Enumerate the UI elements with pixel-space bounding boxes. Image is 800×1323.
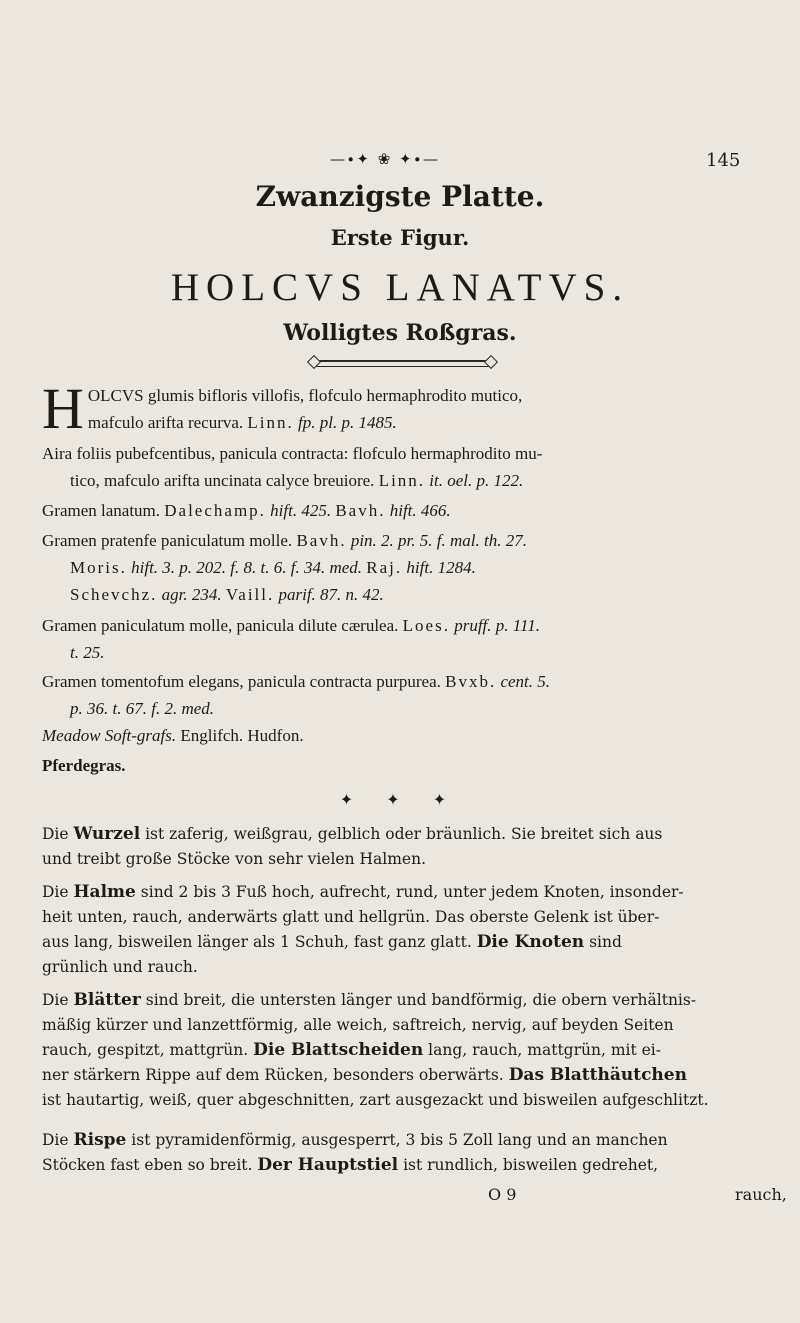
term-blattscheiden: Die Blattscheiden — [253, 1040, 424, 1060]
synonym-2 — [42, 440, 762, 494]
term-halme: Halme — [73, 882, 136, 902]
synonym-8 — [42, 752, 762, 779]
description-line: grünlich und rauch. — [42, 958, 198, 976]
term-knoten: Die Knoten — [476, 932, 585, 952]
synonym-line: Gramen pratenfe paniculatum molle. Bavh. pin. 2. pr. 5. f. mal. th. 27. — [42, 531, 527, 550]
term-blaetter: Blätter — [73, 990, 141, 1010]
synonym-line: mafculo arifta recurva. Linn. fp. pl. p. 1485. — [87, 413, 397, 432]
synonym-1 — [42, 376, 762, 441]
description-line: Die Blätter sind breit, die untersten länger und bandförmig, die obern verhältnis- — [42, 990, 697, 1010]
synonym-line: t. 25. — [70, 643, 105, 662]
synonym-line: Gramen tomentofum elegans, panicula contracta purpurea. Bvxb. cent. 5. — [42, 672, 551, 691]
description-line: Stöcken fast eben so breit. Der Hauptstiel ist rundlich, bisweilen gedrehet, — [42, 1155, 659, 1175]
synonym-line: Meadow Soft-grafs. Englifch. Hudfon. — [42, 726, 304, 745]
decorative-rule — [315, 360, 490, 367]
blank-top-margin — [0, 0, 800, 150]
term-blatthaeutchen: Das Blatthäutchen — [508, 1065, 687, 1085]
figure-label: Erste Figur. — [330, 225, 470, 250]
synonym-6 — [42, 668, 762, 722]
synonym-line: OLCVS glumis bifloris villofis, flofculo hermaphrodito mutico, — [87, 386, 523, 405]
synonym-line: tico, mafculo arifta uncinata calyce breuiore. Linn. it. oel. p. 122. — [70, 471, 524, 490]
catchword: rauch, — [735, 1185, 787, 1204]
description-line: ner stärkern Rippe auf dem Rücken, besonders oberwärts. Das Blatthäutchen — [42, 1065, 687, 1085]
synonym-line: Moris. hift. 3. p. 202. f. 8. t. 6. f. 34. med. Raj. hift. 1284. — [70, 558, 476, 577]
header-ornament: —∙✦ ❀ ✦∙— — [330, 150, 440, 168]
latin-species-name: HOLCVS LANATVS. — [170, 266, 630, 309]
synonym-line: Gramen paniculatum molle, panicula dilute cærulea. Loes. pruff. p. 111. — [42, 616, 540, 635]
synonym-line: Pferdegras. — [42, 756, 126, 775]
term-wurzel: Wurzel — [73, 824, 141, 844]
drop-cap: H — [42, 376, 84, 441]
description-line: Die Wurzel ist zaferig, weißgrau, gelblich oder bräunlich. Sie breitet sich aus — [42, 824, 663, 844]
plate-title: Zwanzigste Platte. — [255, 180, 545, 213]
description-line: rauch, gespitzt, mattgrün. Die Blattscheiden lang, rauch, mattgrün, mit ei- — [42, 1040, 662, 1060]
signature-mark: O 9 — [488, 1185, 517, 1204]
description-line: heit unten, rauch, anderwärts glatt und hellgrün. Das oberste Gelenk ist über- — [42, 908, 660, 926]
synonym-line: Schevchz. agr. 234. Vaill. parif. 87. n. 42. — [70, 585, 384, 604]
term-rispe: Rispe — [73, 1130, 127, 1150]
synonym-4 — [42, 527, 762, 608]
description-line: Die Rispe ist pyramidenförmig, ausgesperrt, 3 bis 5 Zoll lang und an manchen — [42, 1130, 668, 1150]
synonym-7 — [42, 722, 762, 749]
description-halme — [42, 880, 766, 980]
description-line: und treibt große Stöcke von sehr vielen Halmen. — [42, 850, 426, 868]
synonym-line: p. 36. t. 67. f. 2. med. — [70, 699, 215, 718]
section-separator: ✦ ✦ ✦ — [339, 790, 461, 809]
synonym-line: Aira foliis pubefcentibus, panicula contracta: flofculo hermaphrodito mu- — [42, 444, 543, 463]
synonym-5 — [42, 612, 762, 666]
description-line: Die Halme sind 2 bis 3 Fuß hoch, aufrecht, rund, unter jedem Knoten, insonder- — [42, 882, 684, 902]
description-line: aus lang, bisweilen länger als 1 Schuh, fast ganz glatt. Die Knoten sind — [42, 932, 622, 952]
synonym-line: Gramen lanatum. Dalechamp. hift. 425. Bavh. hift. 466. — [42, 501, 451, 520]
description-rispe — [42, 1128, 766, 1178]
description-root — [42, 822, 766, 872]
term-hauptstiel: Der Hauptstiel — [257, 1155, 399, 1175]
synonym-3 — [42, 497, 762, 524]
description-line: ist hautartig, weiß, quer abgeschnitten, zart ausgezackt und bisweilen aufgeschlitzt. — [42, 1091, 709, 1109]
german-species-name: Wolligtes Roßgras. — [283, 320, 517, 346]
description-blaetter — [42, 988, 766, 1113]
page-number: 145 — [706, 150, 741, 171]
description-line: mäßig kürzer und lanzettförmig, alle weich, saftreich, nervig, auf beyden Seiten — [42, 1016, 674, 1034]
